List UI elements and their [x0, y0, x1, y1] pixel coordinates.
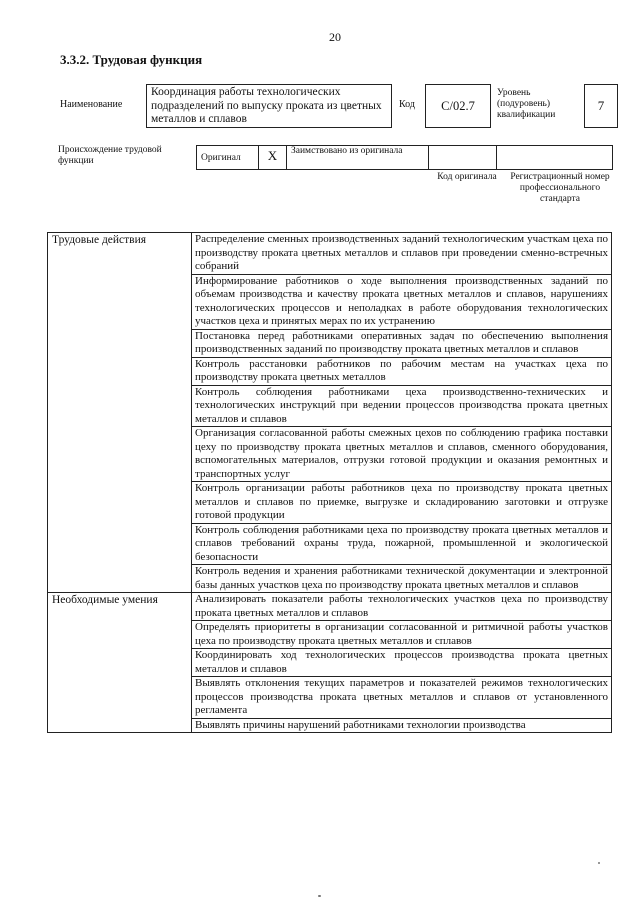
origin-label: Происхождение трудовой функции	[58, 145, 162, 166]
labor-action-row-text: Организация согласованной работы смежных цехов по соблюдению графика поставки цеху по производству проката цветных металлов и сплавов, сменного оборудования, вспомогательных материалов, отгрузки готовой продукции и оказания ремонтных и транспортных услуг	[192, 427, 612, 482]
origin-code-cell	[429, 146, 497, 170]
skill-row-text: Определять приоритеты в организации согласованной и ритмичной работы участков цеха по производству проката цветных металлов и сплавов	[192, 621, 612, 649]
labor-action-row-text: Контроль соблюдения работниками цеха по производству проката цветных металлов и сплавов требований охраны труда, пожарной, промышленной и экологической безопасности	[192, 523, 612, 565]
function-name: Координация работы технологических подразделений по выпуску проката из цветных металлов и сплавов	[151, 86, 382, 125]
original-mark: X	[267, 148, 278, 163]
section-title: 3.3.2. Трудовая функция	[60, 52, 203, 67]
level-box	[584, 84, 618, 128]
code-label: Код	[399, 99, 415, 110]
labor-action-row-text: Информирование работников о ходе выполнения производственных заданий по объемам производства и качеству проката цветных металлов и сплавов, нарушениях технологических процессов и неполадках в работе оборудования технологических участков цеха и принятых мерах по их устранению	[192, 274, 612, 329]
skill-row-text: Анализировать показатели работы технологических участков цеха по производству проката цветных металлов и сплавов	[192, 593, 612, 621]
labor-action-row-label: Трудовые действия	[48, 233, 192, 593]
reg-number-caption: Регистрационный номер профессионального стандарта	[510, 172, 610, 204]
original-mark-cell	[259, 146, 287, 170]
reg-number-cell	[497, 146, 613, 170]
scan-speck	[598, 862, 600, 864]
original-cell	[197, 146, 259, 170]
code-value: C/02.7	[441, 98, 475, 113]
original-label: Оригинал	[201, 153, 241, 163]
labor-action-row-text: Контроль расстановки работников по рабочим местам на участках цеха по производству проката цветных металлов	[192, 357, 612, 385]
labor-action-row-text: Контроль организации работы работников цеха по производству проката цветных металлов и сплавов по приемке, выгрузке и складированию заготовки и отгрузке готовой продукции	[192, 482, 612, 524]
borrowed-label: Заимствовано из оригинала	[291, 146, 403, 156]
skill-row-text: Координировать ход технологических процессов производства проката цветных металлов и сплавов	[192, 649, 612, 677]
scan-speck	[318, 895, 321, 897]
skill-row	[48, 593, 612, 621]
level-label: Уровень (подуровень) квалификации	[497, 88, 556, 120]
code-box	[425, 84, 491, 128]
labor-action-row-text: Контроль соблюдения работниками цеха производственно-технических и технологических инструкций при ведении процессов производства проката цветных металлов и сплавов	[192, 385, 612, 427]
labor-action-row-text: Распределение сменных производственных заданий технологическим участкам цеха по производству проката цветных металлов и сплавов при проведении сменно-встречных собраний	[192, 233, 612, 275]
function-name-box	[146, 84, 392, 128]
labor-action-row	[48, 233, 612, 275]
labor-action-row-text: Постановка перед работниками оперативных задач по обеспечению выполнения производственных заданий по производству проката цветных металлов и сплавов	[192, 329, 612, 357]
function-details-table	[47, 232, 612, 733]
page-number: 20	[329, 30, 341, 44]
origin-table	[196, 145, 613, 170]
name-label: Наименование	[60, 99, 123, 110]
skill-row-label: Необходимые умения	[48, 593, 192, 733]
origin-code-caption: Код оригинала	[437, 172, 497, 182]
skill-row-text: Выявлять причины нарушений работниками технологии производства	[192, 718, 612, 733]
skill-row-text: Выявлять отклонения текущих параметров и показателей режимов технологических процессов производства проката цветных металлов и сплавов от установленного регламента	[192, 677, 612, 719]
level-value: 7	[597, 98, 605, 113]
labor-action-row-text: Контроль ведения и хранения работниками технической документации и электронной базы данных участков цеха по производству проката цветных металлов и сплавов	[192, 565, 612, 593]
borrowed-cell	[287, 146, 429, 170]
